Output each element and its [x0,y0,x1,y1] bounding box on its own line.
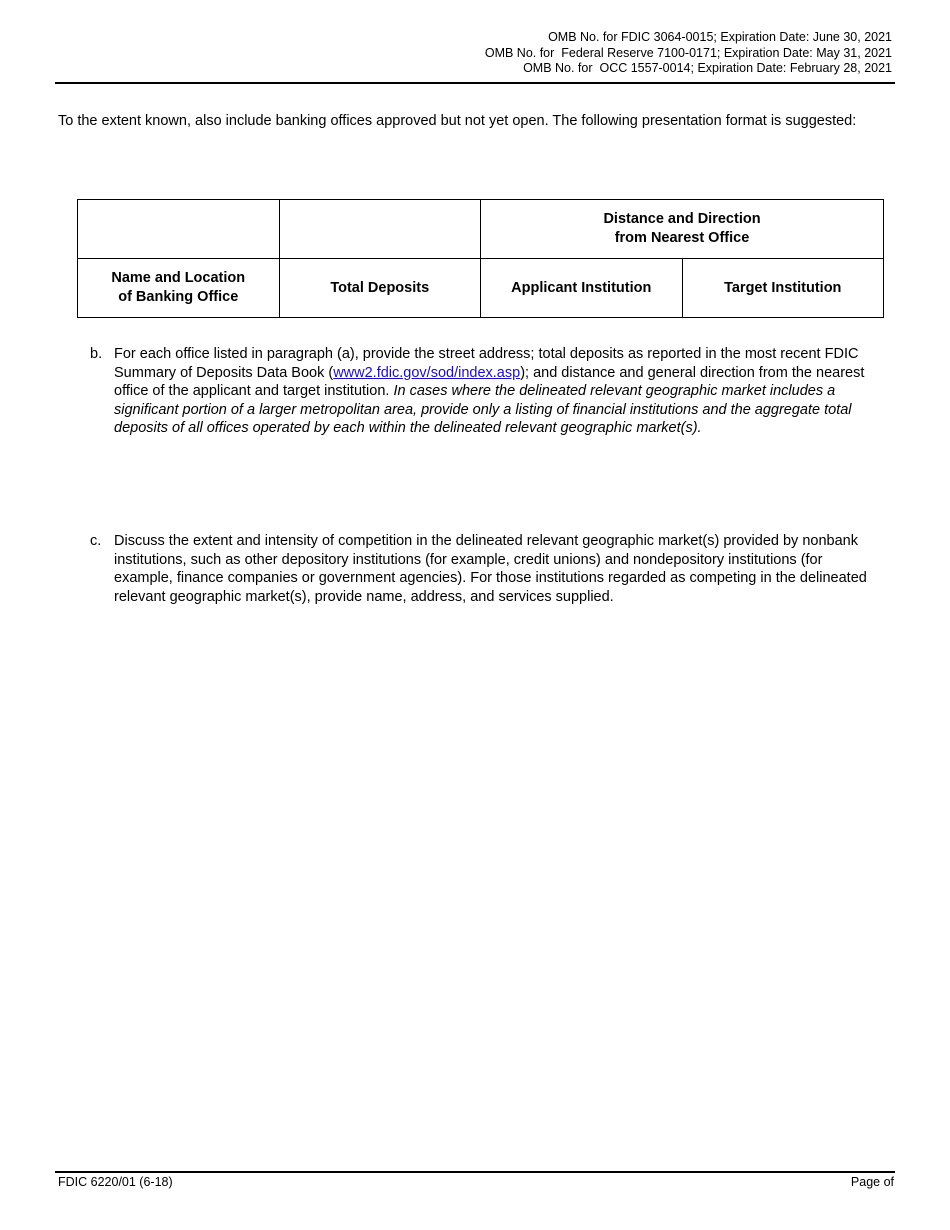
table-row [78,200,884,259]
item-b-text-part-2: ); and distance and general direction from the nearest office of the applicant and target institution. [114,364,865,400]
col-applicant-institution: Applicant Institution [481,259,683,318]
omb-line-federal-reserve: OMB No. for Federal Reserve 7100-0171; Expiration Date: May 31, 2021 [484,45,892,60]
col-target-institution: Target Institution [682,259,884,318]
item-b-letter: b. [90,346,103,362]
item-b-italic-note: In cases where the delineated relevant geographic market includes a significant portion of a larger metropolitan area, provide only a listing of financial institutions and the aggregate total deposits of all offices operated by each within the delineated relevant geographic market(s). [114,383,852,437]
item-c-text: Discuss the extent and intensity of competition in the delineated relevant geographic market(s) provided by nonbank institutions, such as other depository institutions (for example, credit unions) and nondepository institutions (for example, finance companies or government agencies). For those institutions regarded as competing in the delineated relevant geographic market(s), provide name, address, and services supplied. [114,533,867,605]
table-cell-empty [279,200,481,259]
page-number: Page of [850,1175,894,1189]
distance-direction-header [481,200,884,259]
footer-divider [55,1171,895,1173]
presentation-format-table [77,199,884,318]
item-c [90,532,880,606]
item-b-text [114,345,880,438]
sod-data-book-link[interactable]: www2.fdic.gov/sod/index.asp [333,364,521,381]
distance-header-line-1: Distance and Direction [603,211,761,227]
item-b [90,345,880,438]
distance-header-line-2: from Nearest Office [614,230,750,246]
item-b-text-part-1: For each office listed in paragraph (a), provide the street address; total deposits as reported in the most recent FDIC Summary of Deposits Data Book ( [114,346,859,381]
intro-paragraph: To the extent known, also include banking offices approved but not yet open. The following presentation format is suggested: [58,113,857,129]
omb-header [485,30,892,77]
col-name-location-line-1: Name and Location [111,270,246,286]
col-total-deposits: Total Deposits [279,259,481,318]
form-id: FDIC 6220/01 (6-18) [58,1175,173,1189]
table-cell-empty [78,200,280,259]
col-name-location [78,259,280,318]
col-name-location-line-2: of Banking Office [118,289,239,305]
item-c-letter: c. [90,533,102,549]
table-row [78,259,884,318]
omb-line-occ: OMB No. for OCC 1557-0014; Expiration Date: February 28, 2021 [523,61,892,75]
omb-line-fdic: OMB No. for FDIC 3064-0015; Expiration Date: June 30, 2021 [548,30,892,44]
header-divider [55,82,895,84]
